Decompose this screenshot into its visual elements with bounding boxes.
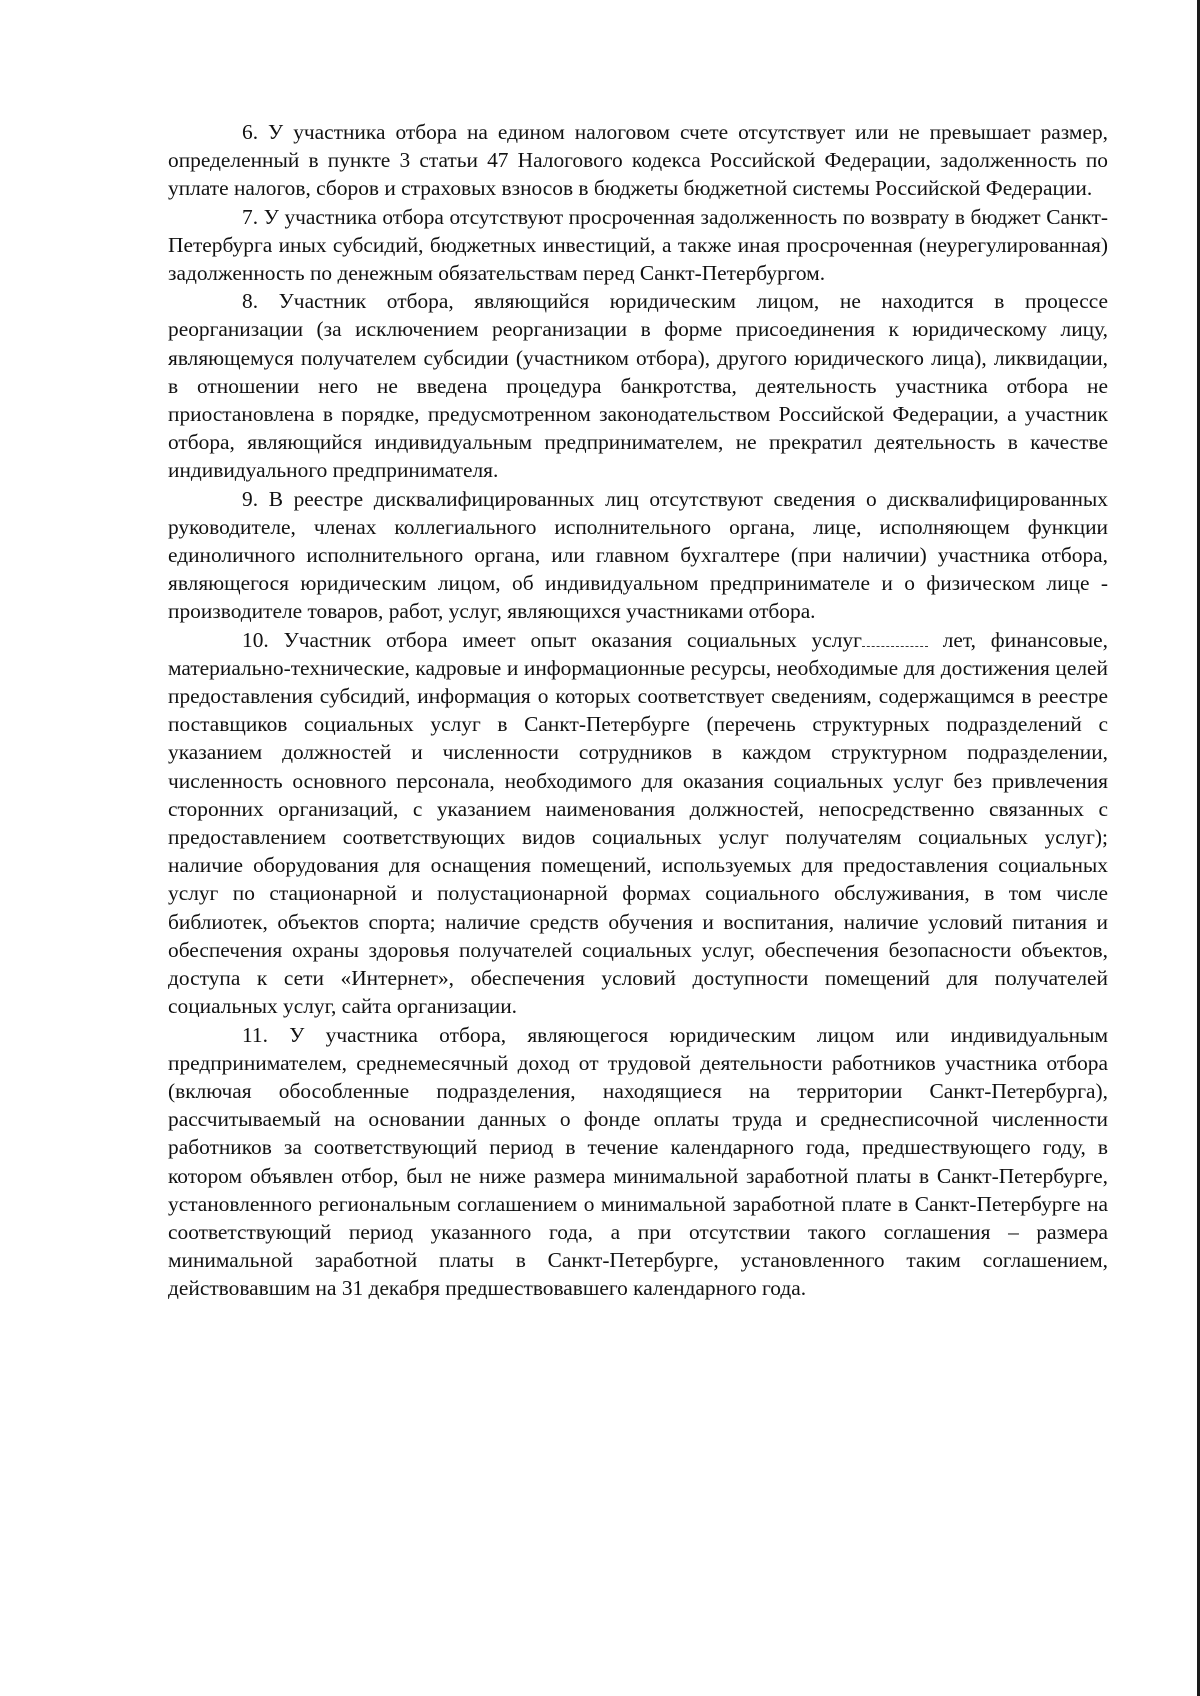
paragraph-9: 9. В реестре дисквалифицированных лиц отсутствуют сведения о дисквалифицированных руководителе, членах коллегиального исполнительного органа, лице, исполняющем функции единоличного исполнительного органа, или главном бухгалтере (при наличии) участника отбора, являющегося юридическим лицом, об индивидуальном предпринимателе и о физическом лице - производителе товаров, работ, услуг, являющихся участниками отбора. — [168, 486, 1108, 624]
paragraph-10-rest: лет, финансовые, материально-технические, кадровые и информационные ресурсы, необходимые для достижения целей предоставления субсидий, информация о которых соответствует сведениям, содержащимся в реестре поставщиков социальных услуг в Санкт-Петербурге (перечень структурных подразделений с указанием должностей и численности сотрудников в каждом структурном подразделении, численность основного персонала, необходимого для оказания социальных услуг без привлечения сторонних организаций, с указанием наименования должностей, непосредственно связанных с предоставлением соответствующих видов социальных услуг получателям социальных услуг); наличие оборудования для оснащения помещений, используемых для предоставления социальных услуг по стационарной и полустационарной формах социального обслуживания, в том числе библиотек, объектов спорта; наличие средств обучения и воспитания, наличие условий питания и обеспечения охраны здоровья получателей социальных услуг, обеспечения безопасности объектов, доступа к сети «Интернет», обеспечения условий доступности помещений для получателей социальных услуг, сайта организации. — [168, 627, 1108, 1019]
paragraph-11: 11. У участника отбора, являющегося юридическим лицом или индивидуальным предпринимателем, среднемесячный доход от трудовой деятельности работников участника отбора (включая обособленные подразделения, находящиеся на территории Санкт-Петербурга), рассчитываемый на основании данных о фонде оплаты труда и среднесписочной численности работников за соответствующий период в течение календарного года, предшествующего году, в котором объявлен отбор, был не ниже размера минимальной заработной платы в Санкт-Петербурге, установленного региональным соглашением о минимальной заработной плате в Санкт-Петербурге на соответствующий период указанного года, а при отсутствии такого соглашения – размера минимальной заработной платы в Санкт-Петербурге, установленного таким соглашением, действовавшим на 31 декабря предшествовавшего календарного года. — [168, 1022, 1108, 1301]
paragraph-10-lead: 10. Участник отбора имеет опыт оказания социальных услуг — [242, 627, 862, 652]
paragraph-7: 7. У участника отбора отсутствуют просроченная задолженность по возврату в бюджет Санкт-Петербурга иных субсидий, бюджетных инвестиций, а также иная просроченная (неурегулированная) задолженность по денежным обязательствам перед Санкт-Петербургом. — [168, 204, 1108, 286]
paragraph-8: 8. Участник отбора, являющийся юридическим лицом, не находится в процессе реорганизации (за исключением реорганизации в форме присоединения к юридическому лицу, являющемуся получателем субсидии (участником отбора), другого юридического лица), ликвидации, в отношении него не введена процедура банкротства, деятельность участника отбора не приостановлена в порядке, предусмотренном законодательством Российской Федерации, а участник отбора, являющийся индивидуальным предпринимателем, не прекратил деятельность в качестве индивидуального предпринимателя. — [168, 289, 1108, 483]
paragraph-6: 6. У участника отбора на едином налоговом счете отсутствует или не превышает размер, определенный в пункте 3 статьи 47 Налогового кодекса Российской Федерации, задолженность по уплате налогов, сборов и страховых взносов в бюджеты бюджетной системы Российской Федерации. — [168, 120, 1108, 201]
paragraph-10 — [168, 626, 1108, 1021]
document-body — [168, 118, 1108, 1303]
years-blank-field[interactable] — [862, 646, 928, 647]
